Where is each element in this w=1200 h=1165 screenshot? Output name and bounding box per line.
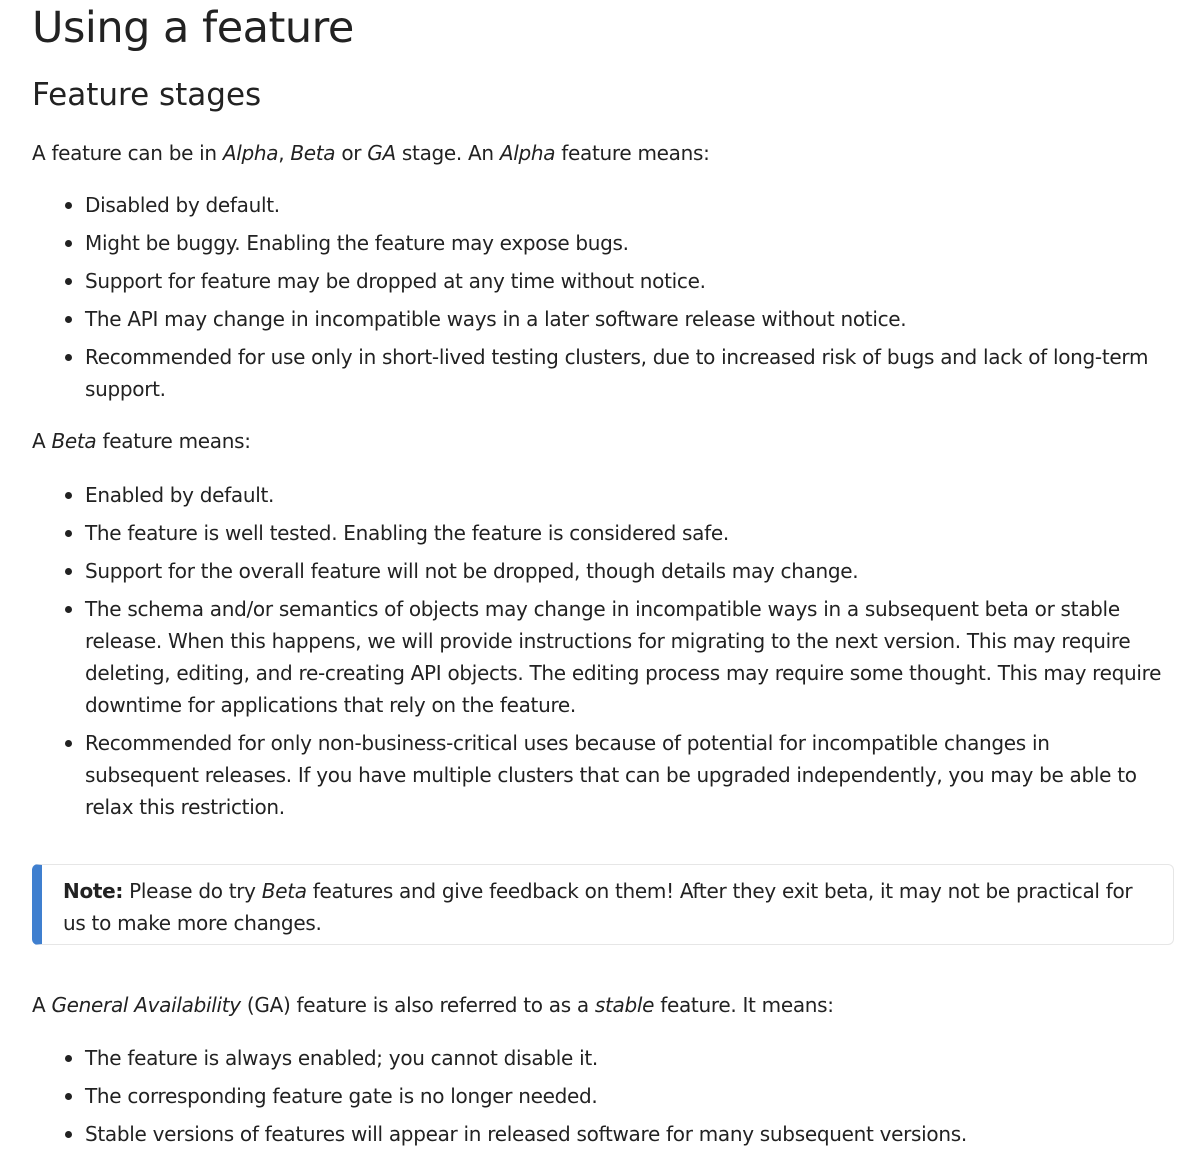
list-item [0,555,1200,587]
bullet-icon [65,740,72,747]
page-title: Using a feature [32,3,354,53]
section-heading-feature-stages: Feature stages [32,77,262,113]
ga-feature-list [0,1042,1200,1150]
list-item-text: The feature is always enabled; you cannot disable it. [85,1046,598,1070]
list-item [0,1118,1200,1150]
emphasis-beta: Beta [290,141,336,165]
bullet-icon [65,1093,72,1100]
list-item [0,189,1200,221]
list-item [0,479,1200,511]
text-run: (GA) feature is also referred to as a [240,993,595,1017]
list-item [0,227,1200,259]
text-run: A [32,429,52,453]
emphasis-alpha: Alpha [499,141,556,165]
beta-intro-paragraph [32,425,251,457]
bullet-icon [65,1055,72,1062]
emphasis-beta: Beta [51,429,97,453]
text-run: feature means: [555,141,710,165]
list-item-text: The corresponding feature gate is no longer needed. [85,1084,598,1108]
bullet-icon [65,354,72,361]
emphasis-general-availability: General Availability [51,993,241,1017]
list-item-text: Stable versions of features will appear in released software for many subsequent versions. [85,1122,967,1146]
list-item [0,341,1200,405]
text-run: or [335,141,368,165]
list-item [0,1042,1200,1074]
emphasis-beta: Beta [261,879,307,903]
text-run: , [278,141,291,165]
bullet-icon [65,316,72,323]
list-item [0,727,1200,823]
text-run: A [32,993,52,1017]
alpha-feature-list [0,189,1200,405]
list-item-text: Recommended for only non-business-critical uses because of potential for incompatible changes in subsequent releases. If you have multiple clusters that can be upgraded independently, you may be able to relax this restriction. [85,731,1137,819]
bullet-icon [65,202,72,209]
text-run: A feature can be in [32,141,223,165]
list-item [0,593,1200,721]
text-run: stage. An [395,141,500,165]
beta-feature-list [0,479,1200,823]
bullet-icon [65,240,72,247]
note-callout [32,864,1174,945]
list-item [0,265,1200,297]
bullet-icon [65,492,72,499]
bullet-icon [65,606,72,613]
text-run: feature. It means: [654,993,834,1017]
list-item-text: The schema and/or semantics of objects may change in incompatible ways in a subsequent beta or stable release. When this happens, we will provide instructions for migrating to the next version. This may require deleting, editing, and re-creating API objects. The editing process may require some thought. This may require downtime for applications that rely on the feature. [85,597,1162,717]
text-run: feature means: [96,429,251,453]
bullet-icon [65,278,72,285]
text-run: features and give feedback on them! After they exit beta, it may not be practical for us to make more changes. [63,879,1133,935]
bullet-icon [65,568,72,575]
list-item [0,517,1200,549]
emphasis-stable: stable [594,993,655,1017]
emphasis-ga: GA [367,141,396,165]
list-item-text: The feature is well tested. Enabling the feature is considered safe. [85,521,729,545]
list-item-text: Support for the overall feature will not be dropped, though details may change. [85,559,859,583]
text-run: Please do try [123,879,262,903]
list-item [0,303,1200,335]
note-label: Note: [63,879,124,903]
ga-intro-paragraph [32,989,834,1021]
list-item-text: Disabled by default. [85,193,280,217]
emphasis-alpha: Alpha [222,141,279,165]
list-item [0,1080,1200,1112]
list-item-text: Might be buggy. Enabling the feature may expose bugs. [85,231,629,255]
list-item-text: Enabled by default. [85,483,275,507]
bullet-icon [65,1131,72,1138]
list-item-text: Recommended for use only in short-lived testing clusters, due to increased risk of bugs and lack of long-term support. [85,345,1149,401]
list-item-text: The API may change in incompatible ways in a later software release without notice. [85,307,907,331]
bullet-icon [65,530,72,537]
list-item-text: Support for feature may be dropped at any time without notice. [85,269,706,293]
alpha-intro-paragraph [32,137,710,169]
